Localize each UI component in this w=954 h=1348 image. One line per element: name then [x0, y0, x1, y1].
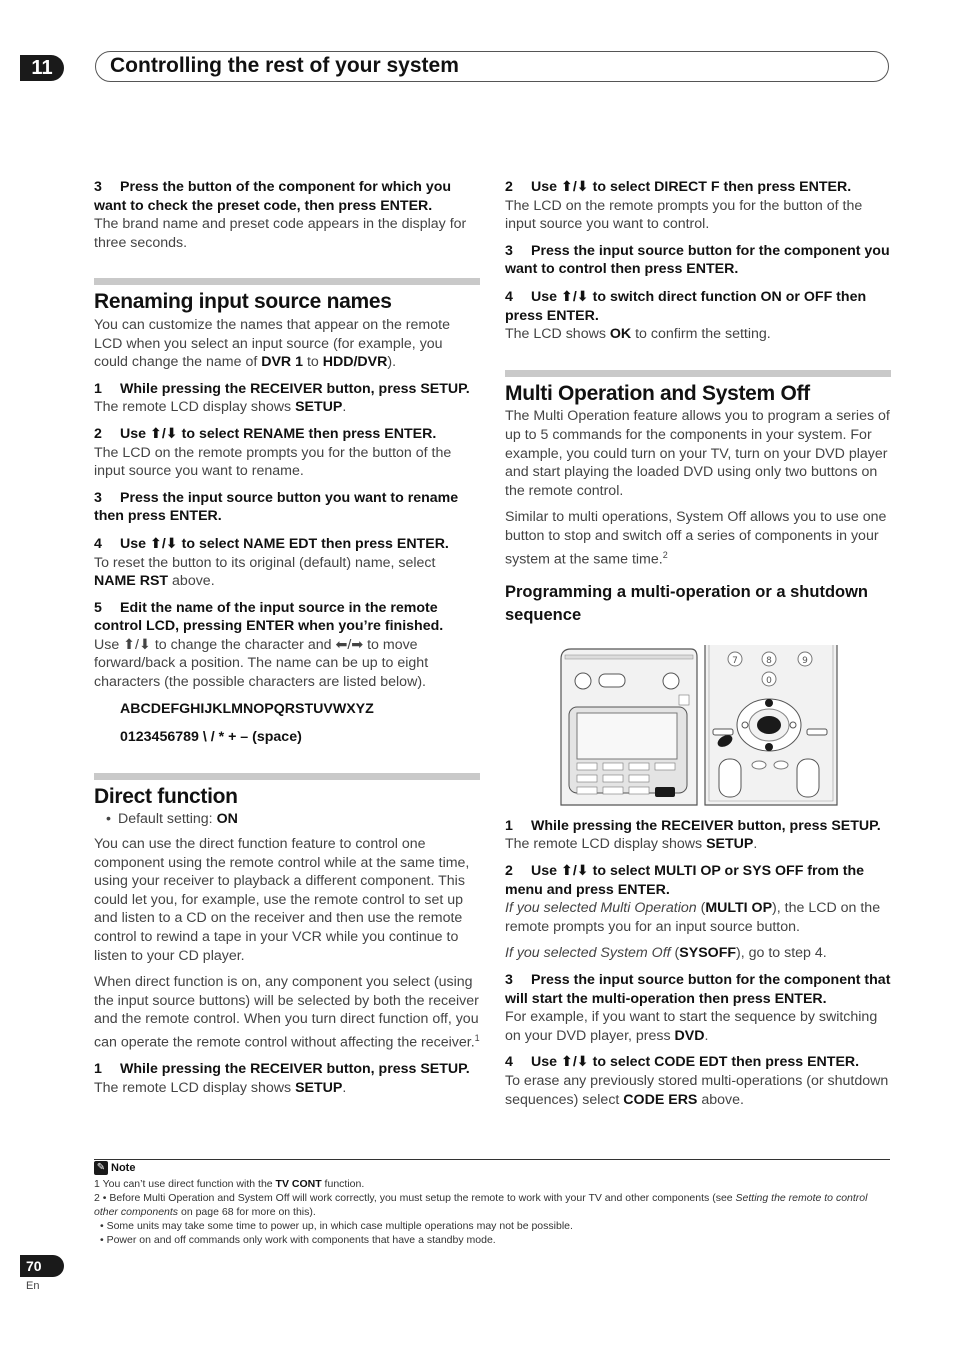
step-body: For example, if you want to start the sequence by switching on your DVD player, press DVD. [505, 1009, 878, 1044]
pencil-note-icon: ✎ [94, 1161, 108, 1175]
step-heading: 3 Press the button of the component for which you want to check the preset code, then press ENTER. [94, 179, 452, 214]
footnote-ref: 1 [474, 1032, 480, 1043]
section-title-direct: Direct function [94, 784, 238, 808]
remote-key-9: 9 [802, 655, 808, 666]
left-column [94, 178, 480, 1105]
section-divider [94, 278, 480, 285]
step-body: The LCD shows OK to confirm the setting. [505, 326, 771, 343]
remote-control-illustration [559, 645, 839, 809]
footnote-1: 1 You can’t use direct function with the TV CONT function. [94, 1178, 365, 1190]
step-body: If you selected Multi Operation (MULTI OP), the LCD on the remote prompts you for an input source button. [505, 900, 881, 935]
step-heading: 4 Use ⬆/⬇ to switch direct function ON or OFF then press ENTER. [505, 288, 867, 324]
footnote-2-bullet: • Power on and off commands only work with components that have a standby mode. [100, 1234, 496, 1246]
paragraph: You can use the direct function feature to control one component using the remote control while at the same time, using your receiver to playback a different component. This could let you, for example, use the remote control to set up and listen to a CD on the receiver and then use the remote control to rewind a tape in your VCR while you continue to listen to your CD player. [94, 836, 470, 964]
step-heading: 4 Use ⬆/⬇ to select NAME EDT then press ENTER. [94, 535, 449, 552]
footnote-2: 2 • Before Multi Operation and System Off will work correctly, you must setup the remote to work with your TV and other components (see Setting the remote to control other components on page 68 for more on this). [94, 1192, 868, 1218]
step-body: To erase any previously stored multi-operations (or shutdown sequences) select CODE ERS above. [505, 1072, 889, 1108]
step-body: The brand name and preset code appears in the display for three seconds. [94, 216, 467, 251]
step-heading: 2 Use ⬆/⬇ to select RENAME then press ENTER. [94, 425, 437, 442]
section-intro: You can customize the names that appear on the remote LCD when you select an input source (for example, you could change the name of DVR 1 to HDD/DVR). [94, 316, 450, 371]
section-title-multi: Multi Operation and System Off [505, 381, 810, 405]
step-body: The LCD on the remote prompts you for the button of the input source you want to control. [505, 197, 863, 233]
charset-digits-symbols: 0123456789 \ / * + – (space) [120, 729, 302, 746]
subsection-title: Programming a multi-operation or a shutdown sequence [505, 582, 869, 624]
step-body: The remote LCD display shows SETUP. [94, 1079, 347, 1096]
default-setting: • Default setting: ON [106, 810, 480, 829]
footnote-ref: 2 [662, 549, 668, 560]
footnote-2-bullet: • Some units may take some time to power up, in which case multiple operations may not be possible. [100, 1220, 573, 1232]
section-divider [94, 773, 480, 780]
remote-key-7: 7 [732, 655, 738, 666]
step-heading: 3 Press the input source button for the component you want to control then press ENTER. [505, 242, 890, 278]
chapter-number-badge: 11 [20, 55, 64, 81]
footnote-divider [94, 1159, 890, 1160]
charset-letters: ABCDEFGHIJKLMNOPQRSTUVWXYZ [120, 700, 374, 717]
paragraph: The Multi Operation feature allows you to program a series of up to 5 commands for the components in your system. For example, you could turn on your TV, turn on your DVD player and start playing the loaded DVD using only two buttons on the remote control. [505, 408, 890, 499]
right-column [505, 178, 891, 1117]
step-body: To reset the button to its original (default) name, select NAME RST above. [94, 554, 436, 590]
footnotes [94, 1161, 890, 1247]
chapter-header [95, 51, 889, 82]
step-heading: 1 While pressing the RECEIVER button, press SETUP. [505, 817, 881, 834]
step-body: The LCD on the remote prompts you for the button of the input source you want to rename. [94, 444, 452, 480]
paragraph: When direct function is on, any component you select (using the input source buttons) will be selected by both the receiver and the remote control. When you turn direct function off, you can operate the remote control without affecting the receiver.$^1$ [94, 974, 480, 1051]
remote-key-0: 0 [766, 675, 772, 686]
step-body: The remote LCD display shows SETUP. [94, 399, 347, 416]
step-heading: 1 While pressing the RECEIVER button, press SETUP. [94, 380, 470, 397]
language-code: En [26, 1280, 40, 1292]
chapter-title: Controlling the rest of your system [110, 54, 459, 77]
step-heading: 2 Use ⬆/⬇ to select MULTI OP or SYS OFF from the menu and press ENTER. [505, 863, 865, 898]
step-body: Use ⬆/⬇ to change the character and ⬅/➡ to move forward/back a position. The name can be up to eight characters (the possible characters are listed below). [94, 636, 429, 691]
step-heading: 3 Press the input source button you want to rename then press ENTER. [94, 489, 459, 525]
step-heading: 4 Use ⬆/⬇ to select CODE EDT then press ENTER. [505, 1054, 860, 1071]
step-heading: 1 While pressing the RECEIVER button, press SETUP. [94, 1061, 470, 1078]
step-heading: 5 Edit the name of the input source in the remote control LCD, pressing ENTER when you’re finished. [94, 599, 444, 635]
step-body: The remote LCD display shows SETUP. [505, 836, 758, 853]
section-title-renaming: Renaming input source names [94, 290, 392, 314]
remote-key-8: 8 [766, 655, 772, 666]
page-number: 70 [20, 1255, 64, 1277]
step-body: If you selected System Off (SYSOFF), go to step 4. [505, 945, 827, 962]
section-divider [505, 370, 891, 377]
step-heading: 3 Press the input source button for the component that will start the multi-operation then press ENTER. [505, 971, 891, 1007]
step-heading: 2 Use ⬆/⬇ to select DIRECT F then press ENTER. [505, 179, 852, 195]
note-heading: ✎ Note [94, 1161, 890, 1175]
paragraph: Similar to multi operations, System Off allows you to use one button to stop and switch off a series of components in your system at the same time.$^2$ [505, 509, 887, 568]
